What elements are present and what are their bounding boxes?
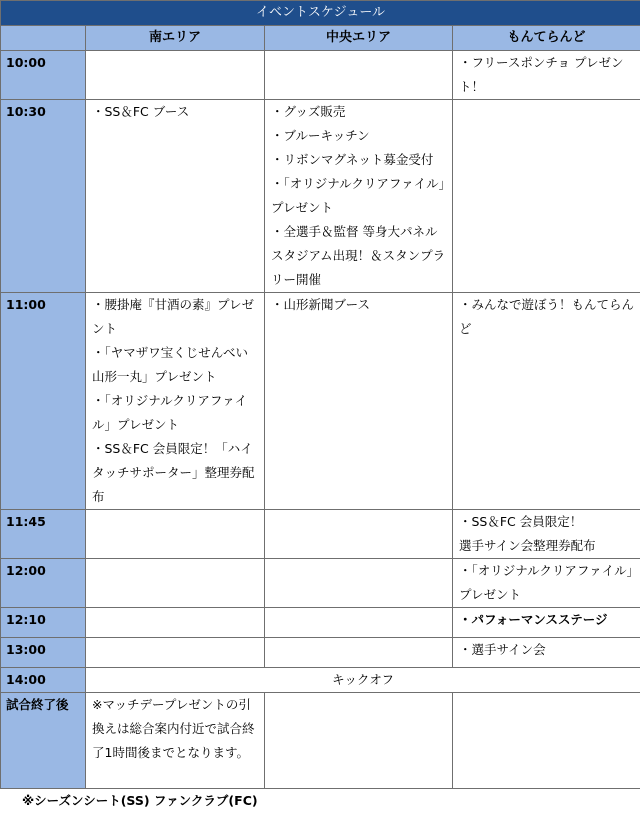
central-cell — [265, 638, 453, 668]
event-item: ・ブルーキッチン — [271, 128, 370, 143]
central-cell — [265, 608, 453, 638]
schedule-title: イベントスケジュール — [1, 1, 640, 26]
central-cell — [265, 293, 453, 510]
header-monterando: もんてらんど — [453, 26, 640, 51]
time-cell: 11:45 — [1, 510, 86, 559]
event-item: ・「オリジナルクリアファイル」プレゼント — [92, 393, 248, 432]
table-row — [1, 293, 640, 510]
central-cell — [265, 693, 453, 789]
table-row — [1, 559, 640, 608]
title-row — [1, 1, 640, 26]
table-row — [1, 100, 640, 293]
event-item: ・全選手＆監督 等身大パネルスタジアム出現！＆スタンプラリー開催 — [271, 224, 446, 287]
monte-cell — [453, 608, 640, 638]
time-cell: 11:00 — [1, 293, 86, 510]
table-row — [1, 608, 640, 638]
central-cell — [265, 559, 453, 608]
table-row — [1, 51, 640, 100]
event-item: ・グッズ販売 — [271, 104, 346, 119]
monte-cell — [453, 100, 640, 293]
central-cell — [265, 100, 453, 293]
table-row — [1, 693, 640, 789]
header-row — [1, 26, 640, 51]
monte-cell — [453, 638, 640, 668]
monte-cell — [453, 559, 640, 608]
event-item: ・みんなで遊ぼう！もんてらんど — [459, 297, 635, 336]
time-cell: 14:00 — [1, 668, 86, 693]
event-item: ・腰掛庵『甘酒の素』プレゼント — [92, 297, 255, 336]
south-cell — [86, 608, 265, 638]
event-item: ・パフォーマンスステージ — [459, 612, 608, 627]
monte-cell — [453, 693, 640, 789]
monte-cell — [453, 510, 640, 559]
event-item: ・選手サイン会 — [459, 642, 546, 657]
event-item: ・リボンマグネット募金受付 — [271, 152, 434, 167]
table-row — [1, 668, 640, 693]
time-cell: 10:30 — [1, 100, 86, 293]
time-cell: 10:00 — [1, 51, 86, 100]
central-cell — [265, 510, 453, 559]
south-cell — [86, 559, 265, 608]
table-row — [1, 638, 640, 668]
event-item: ・山形新聞ブース — [271, 297, 371, 312]
event-item: ・フリースポンチョ プレゼント！ — [459, 55, 624, 94]
header-central-area: 中央エリア — [265, 26, 453, 51]
header-time — [1, 26, 86, 51]
south-cell — [86, 693, 265, 789]
table-row — [1, 510, 640, 559]
south-cell — [86, 100, 265, 293]
time-cell: 試合終了後 — [1, 693, 86, 789]
event-item: ・「オリジナルクリアファイル」プレゼント — [459, 563, 633, 602]
south-cell — [86, 51, 265, 100]
central-cell — [265, 51, 453, 100]
south-cell — [86, 293, 265, 510]
time-cell: 12:10 — [1, 608, 86, 638]
south-cell — [86, 510, 265, 559]
south-cell — [86, 638, 265, 668]
event-item: ・SS＆FC ブース — [92, 104, 190, 119]
kickoff-cell: キックオフ — [86, 668, 640, 693]
monte-cell — [453, 51, 640, 100]
header-south-area: 南エリア — [86, 26, 265, 51]
event-item: ※マッチデープレゼントの引換えは総合案内付近で試合終了1時間後までとなります。 — [92, 697, 255, 760]
event-item: ・SS＆FC 会員限定！「ハイタッチサポーター」整理券配布 — [92, 441, 255, 504]
time-cell: 12:00 — [1, 559, 86, 608]
event-item: ・SS＆FC 会員限定！ — [459, 514, 583, 529]
event-item: ・「ヤマザワ宝くじせんべい山形一丸」プレゼント — [92, 345, 249, 384]
event-item: ・「オリジナルクリアファイル」プレゼント — [271, 176, 445, 215]
footnote: ※シーズンシート(SS) ファンクラブ(FC) — [22, 793, 258, 808]
time-cell: 13:00 — [1, 638, 86, 668]
monte-cell — [453, 293, 640, 510]
event-item: 選手サイン会整理券配布 — [459, 538, 596, 553]
